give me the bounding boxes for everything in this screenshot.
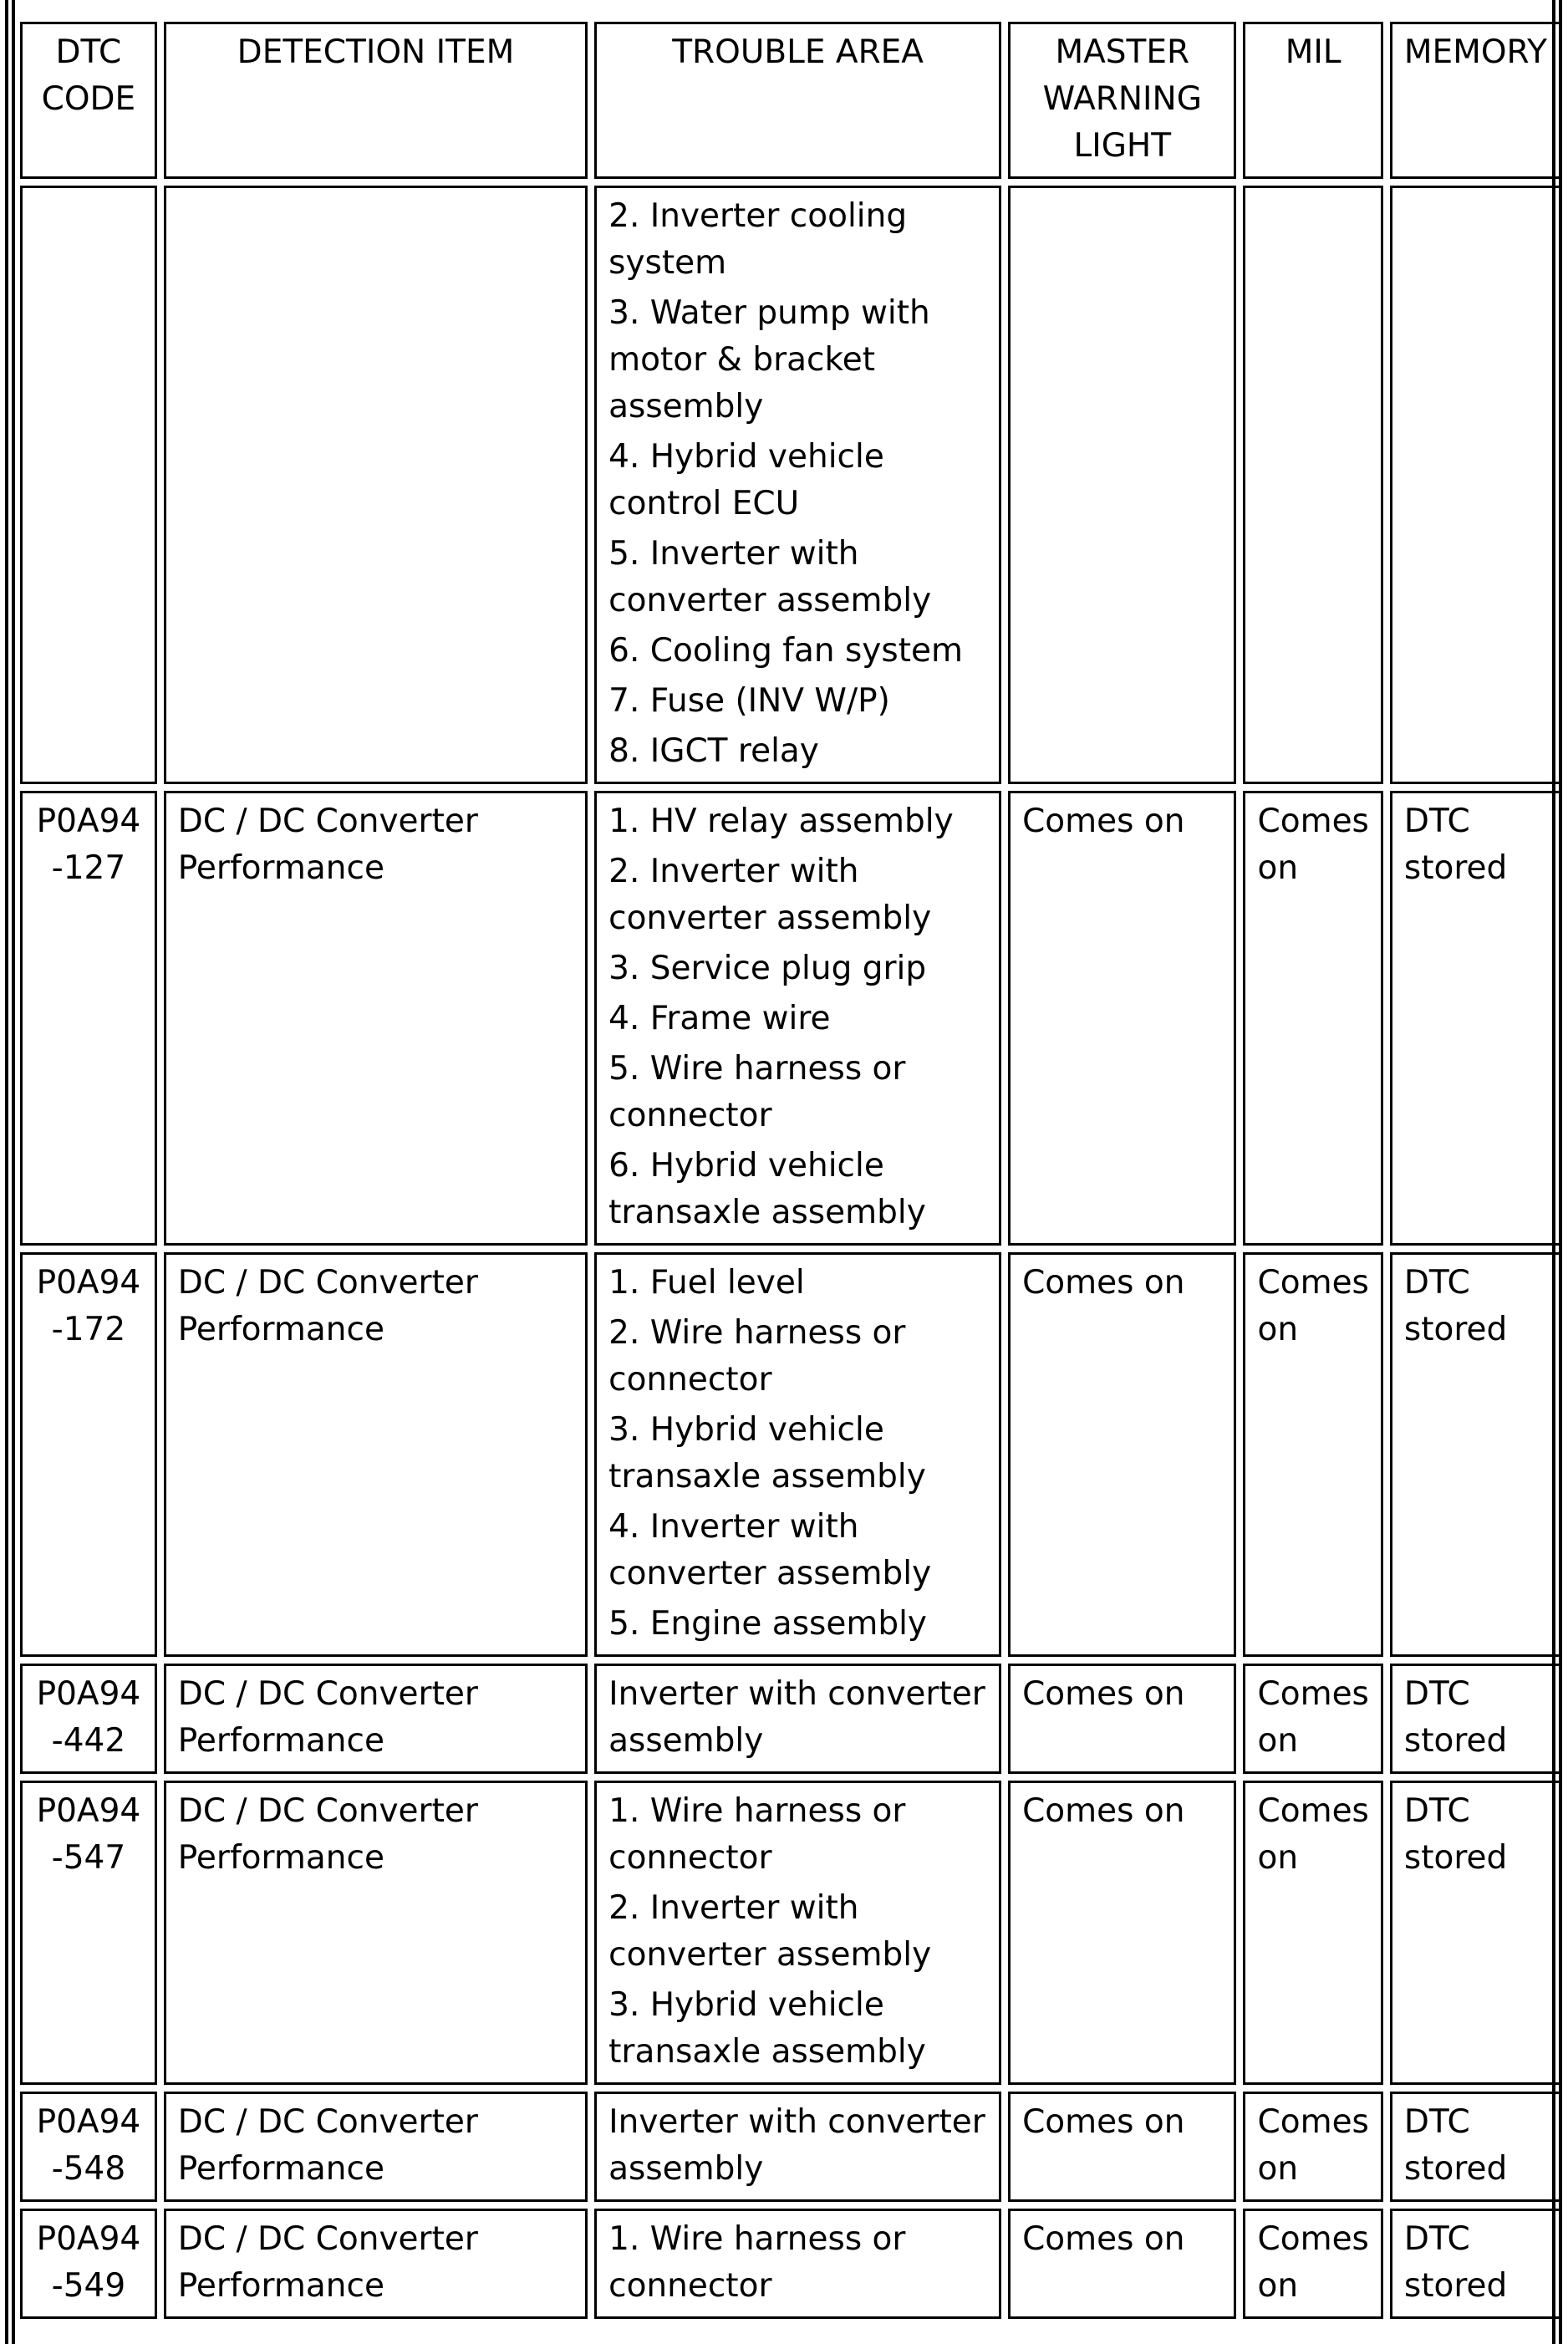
trouble-area-item: 4. Frame wire xyxy=(608,1000,831,1037)
mil-cell: Comes on xyxy=(1243,1252,1382,1657)
trouble-area-item: 1. Wire harness or connector xyxy=(608,2220,906,2305)
header-memory: MEMORY xyxy=(1390,22,1561,179)
trouble-area-cell xyxy=(594,1252,1001,1657)
memory-cell: DTC stored xyxy=(1390,2092,1561,2202)
trouble-area-item: 1. Wire harness or connector xyxy=(608,1792,906,1877)
trouble-area-list xyxy=(608,193,987,775)
master-warning-cell: Comes on xyxy=(1008,1781,1236,2085)
trouble-area-item: 2. Inverter with converter assembly xyxy=(608,853,932,937)
mil-cell xyxy=(1243,186,1382,784)
detection-item-cell: DC / DC Converter Performance xyxy=(164,791,588,1246)
trouble-area-list xyxy=(608,1788,987,2076)
page-left-rule xyxy=(5,0,8,2344)
trouble-area-list xyxy=(608,2216,987,2310)
master-warning-cell: Comes on xyxy=(1008,2209,1236,2319)
table-row xyxy=(20,186,1561,784)
mil-cell: Comes on xyxy=(1243,1781,1382,2085)
trouble-area-item: Inverter with converter assembly xyxy=(608,1675,985,1760)
master-warning-cell: Comes on xyxy=(1008,2092,1236,2202)
header-mil: MIL xyxy=(1243,22,1382,179)
trouble-area-cell xyxy=(594,2092,1001,2202)
trouble-area-cell xyxy=(594,1781,1001,2085)
trouble-area-list xyxy=(608,798,987,1236)
trouble-area-item: 1. HV relay assembly xyxy=(608,803,954,840)
master-warning-cell xyxy=(1008,186,1236,784)
dtc-code: P0A94-127 xyxy=(36,803,141,887)
dtc-code-cell xyxy=(20,2092,157,2202)
trouble-area-item: Inverter with converter assembly xyxy=(608,2103,985,2188)
trouble-area-item: 5. Wire harness or connector xyxy=(608,1050,906,1134)
dtc-code-cell xyxy=(20,1781,157,2085)
dtc-code: P0A94-547 xyxy=(36,1792,141,1877)
trouble-area-item: 5. Engine assembly xyxy=(608,1605,927,1643)
trouble-area-cell xyxy=(594,2209,1001,2319)
trouble-area-item: 3. Water pump with motor & bracket assembly xyxy=(608,294,930,425)
master-warning-cell: Comes on xyxy=(1008,1252,1236,1657)
trouble-area-cell xyxy=(594,186,1001,784)
detection-item-cell: DC / DC Converter Performance xyxy=(164,1781,588,2085)
header-row xyxy=(20,22,1561,179)
dtc-code: P0A94-548 xyxy=(36,2103,141,2188)
memory-cell: DTC stored xyxy=(1390,791,1561,1246)
dtc-code-cell xyxy=(20,791,157,1246)
trouble-area-item: 1. Fuel level xyxy=(608,1264,805,1302)
trouble-area-item: 3. Service plug grip xyxy=(608,950,927,987)
dtc-code: P0A94-442 xyxy=(36,1675,141,1760)
trouble-area-item: 4. Hybrid vehicle control ECU xyxy=(608,438,884,522)
master-warning-cell: Comes on xyxy=(1008,1664,1236,1774)
trouble-area-item: 6. Cooling fan system xyxy=(608,632,963,670)
mil-cell: Comes on xyxy=(1243,791,1382,1246)
memory-cell: DTC stored xyxy=(1390,2209,1561,2319)
detection-item-cell: DC / DC Converter Performance xyxy=(164,2092,588,2202)
detection-item-cell xyxy=(164,186,588,784)
memory-cell xyxy=(1390,186,1561,784)
trouble-area-item: 4. Inverter with converter assembly xyxy=(608,1508,932,1592)
detection-item-cell: DC / DC Converter Performance xyxy=(164,1252,588,1657)
dtc-code: P0A94-172 xyxy=(36,1264,141,1348)
dtc-table xyxy=(13,15,1568,2326)
detection-item-cell: DC / DC Converter Performance xyxy=(164,1664,588,1774)
memory-cell: DTC stored xyxy=(1390,1781,1561,2085)
dtc-code-cell xyxy=(20,1252,157,1657)
master-warning-cell: Comes on xyxy=(1008,791,1236,1246)
mil-cell: Comes on xyxy=(1243,2209,1382,2319)
table-row xyxy=(20,791,1561,1246)
trouble-area-item: 5. Inverter with converter assembly xyxy=(608,535,932,619)
header-trouble-area: TROUBLE AREA xyxy=(594,22,1001,179)
trouble-area-item: 7. Fuse (INV W/P) xyxy=(608,682,890,720)
mil-cell: Comes on xyxy=(1243,1664,1382,1774)
trouble-area-item: 6. Hybrid vehicle transaxle assembly xyxy=(608,1147,926,1231)
header-detection-item: DETECTION ITEM xyxy=(164,22,588,179)
dtc-code-cell xyxy=(20,2209,157,2319)
table-row xyxy=(20,1252,1561,1657)
table-row xyxy=(20,1664,1561,1774)
header-dtc-code: DTC CODE xyxy=(20,22,157,179)
detection-item-cell: DC / DC Converter Performance xyxy=(164,2209,588,2319)
dtc-code-cell xyxy=(20,1664,157,1774)
trouble-area-item: 8. IGCT relay xyxy=(608,732,819,770)
trouble-area-list xyxy=(608,2099,987,2193)
trouble-area-item: 2. Wire harness or connector xyxy=(608,1314,906,1399)
table-row xyxy=(20,2092,1561,2202)
trouble-area-cell xyxy=(594,791,1001,1246)
dtc-code: P0A94-549 xyxy=(36,2220,141,2305)
trouble-area-list xyxy=(608,1671,987,1765)
table-row xyxy=(20,1781,1561,2085)
trouble-area-item: 2. Inverter cooling system xyxy=(608,197,908,282)
trouble-area-item: 3. Hybrid vehicle transaxle assembly xyxy=(608,1411,926,1496)
header-master-warning-light: MASTER WARNING LIGHT xyxy=(1008,22,1236,179)
memory-cell: DTC stored xyxy=(1390,1664,1561,1774)
trouble-area-item: 2. Inverter with converter assembly xyxy=(608,1889,932,1974)
trouble-area-cell xyxy=(594,1664,1001,1774)
table-row xyxy=(20,2209,1561,2319)
dtc-code-cell xyxy=(20,186,157,784)
memory-cell: DTC stored xyxy=(1390,1252,1561,1657)
trouble-area-item: 3. Hybrid vehicle transaxle assembly xyxy=(608,1986,926,2071)
mil-cell: Comes on xyxy=(1243,2092,1382,2202)
trouble-area-list xyxy=(608,1260,987,1648)
